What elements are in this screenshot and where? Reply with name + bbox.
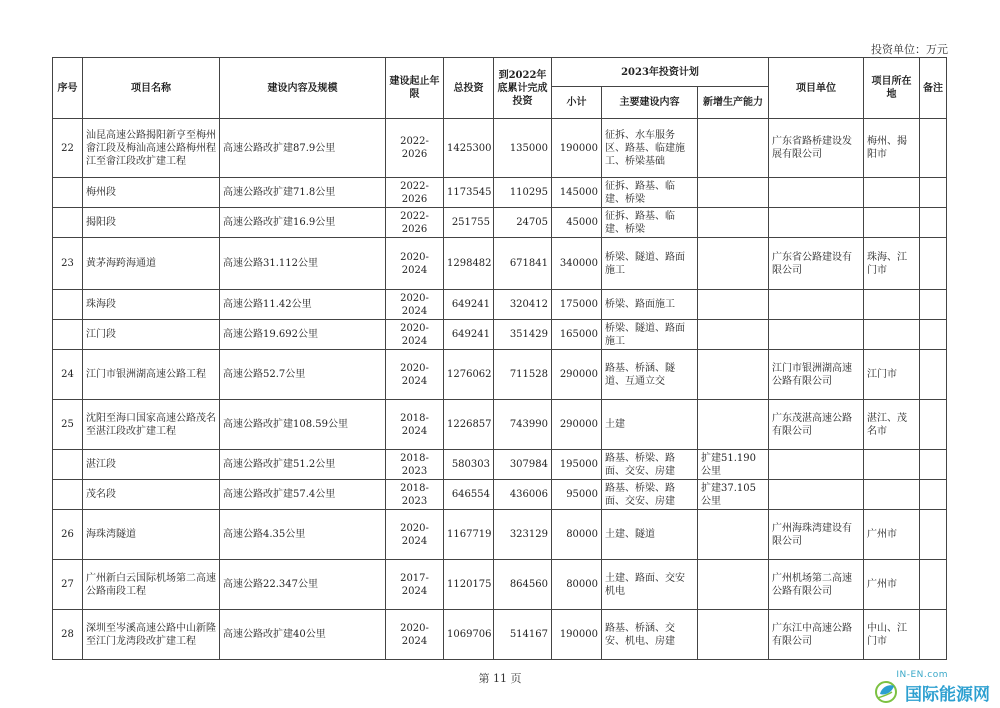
cell-period: 2020-2024 bbox=[386, 290, 444, 320]
cell-main: 路基、桥涵、隧道、互通立交 bbox=[602, 350, 698, 400]
cell-seq bbox=[53, 320, 83, 350]
cell-location bbox=[864, 480, 920, 510]
cell-main: 土建、隧道 bbox=[602, 510, 698, 560]
cell-remark bbox=[920, 320, 947, 350]
cell-completed: 671841 bbox=[494, 238, 552, 290]
cell-seq: 22 bbox=[53, 119, 83, 178]
cell-main: 桥梁、隧道、路面施工 bbox=[602, 238, 698, 290]
cell-capacity bbox=[698, 208, 769, 238]
cell-location: 江门市 bbox=[864, 350, 920, 400]
col-plan2023: 2023年投资计划 bbox=[552, 58, 769, 87]
cell-location bbox=[864, 178, 920, 208]
cell-total: 1226857 bbox=[444, 400, 494, 450]
cell-main: 土建 bbox=[602, 400, 698, 450]
cell-unit: 广东茂湛高速公路有限公司 bbox=[769, 400, 864, 450]
cell-name: 江门市银洲湖高速公路工程 bbox=[83, 350, 220, 400]
col-total: 总投资 bbox=[444, 58, 494, 119]
cell-content: 高速公路改扩建40公里 bbox=[220, 610, 386, 660]
col-completed: 到2022年底累计完成投资 bbox=[494, 58, 552, 119]
cell-content: 高速公路改扩建51.2公里 bbox=[220, 450, 386, 480]
cell-location: 梅州、揭阳市 bbox=[864, 119, 920, 178]
cell-name: 湛江段 bbox=[83, 450, 220, 480]
col-main-content: 主要建设内容 bbox=[602, 87, 698, 119]
cell-period: 2018-2023 bbox=[386, 450, 444, 480]
cell-subtotal: 290000 bbox=[552, 350, 602, 400]
col-new-capacity: 新增生产能力 bbox=[698, 87, 769, 119]
cell-name: 梅州段 bbox=[83, 178, 220, 208]
cell-period: 2018-2023 bbox=[386, 480, 444, 510]
cell-total: 1069706 bbox=[444, 610, 494, 660]
cell-seq: 25 bbox=[53, 400, 83, 450]
cell-completed: 436006 bbox=[494, 480, 552, 510]
col-name: 项目名称 bbox=[83, 58, 220, 119]
cell-main: 征拆、水车服务区、路基、临建施工、桥梁基础 bbox=[602, 119, 698, 178]
cell-location bbox=[864, 450, 920, 480]
cell-capacity bbox=[698, 610, 769, 660]
cell-remark bbox=[920, 208, 947, 238]
cell-period: 2020-2024 bbox=[386, 350, 444, 400]
col-period: 建设起止年限 bbox=[386, 58, 444, 119]
cell-remark bbox=[920, 290, 947, 320]
cell-remark bbox=[920, 560, 947, 610]
cell-location: 湛江、茂名市 bbox=[864, 400, 920, 450]
cell-total: 1276062 bbox=[444, 350, 494, 400]
col-seq: 序号 bbox=[53, 58, 83, 119]
cell-subtotal: 80000 bbox=[552, 510, 602, 560]
cell-main: 桥梁、隧道、路面施工 bbox=[602, 320, 698, 350]
cell-seq bbox=[53, 208, 83, 238]
cell-content: 高速公路31.112公里 bbox=[220, 238, 386, 290]
table-row bbox=[53, 610, 947, 660]
cell-remark bbox=[920, 400, 947, 450]
cell-completed: 864560 bbox=[494, 560, 552, 610]
cell-capacity bbox=[698, 350, 769, 400]
cell-name: 深圳至岑溪高速公路中山新隆至江门龙湾段改扩建工程 bbox=[83, 610, 220, 660]
cell-seq: 28 bbox=[53, 610, 83, 660]
cell-subtotal: 165000 bbox=[552, 320, 602, 350]
cell-name: 汕昆高速公路揭阳新亨至梅州畲江段及梅汕高速公路梅州程江至畲江段改扩建工程 bbox=[83, 119, 220, 178]
cell-location: 中山、江门市 bbox=[864, 610, 920, 660]
cell-remark bbox=[920, 178, 947, 208]
cell-completed: 135000 bbox=[494, 119, 552, 178]
cell-unit bbox=[769, 480, 864, 510]
cell-capacity bbox=[698, 119, 769, 178]
unit-note: 投资单位：万元 bbox=[871, 43, 948, 56]
cell-period: 2018-2024 bbox=[386, 400, 444, 450]
cell-subtotal: 290000 bbox=[552, 400, 602, 450]
cell-completed: 24705 bbox=[494, 208, 552, 238]
cell-completed: 743990 bbox=[494, 400, 552, 450]
cell-period: 2020-2024 bbox=[386, 238, 444, 290]
cell-name: 揭阳段 bbox=[83, 208, 220, 238]
watermark bbox=[842, 670, 992, 704]
page-number: 第 11 页 bbox=[478, 672, 522, 685]
table-row bbox=[53, 400, 947, 450]
cell-capacity: 扩建37.105公里 bbox=[698, 480, 769, 510]
cell-completed: 110295 bbox=[494, 178, 552, 208]
cell-subtotal: 190000 bbox=[552, 610, 602, 660]
cell-unit: 广州海珠湾建设有限公司 bbox=[769, 510, 864, 560]
cell-subtotal: 95000 bbox=[552, 480, 602, 510]
cell-period: 2022-2026 bbox=[386, 119, 444, 178]
cell-remark bbox=[920, 610, 947, 660]
cell-total: 1120175 bbox=[444, 560, 494, 610]
cell-location: 珠海、江门市 bbox=[864, 238, 920, 290]
header-row-1 bbox=[53, 58, 947, 87]
cell-period: 2017-2024 bbox=[386, 560, 444, 610]
cell-remark bbox=[920, 480, 947, 510]
cell-capacity bbox=[698, 560, 769, 610]
table-row bbox=[53, 560, 947, 610]
col-content: 建设内容及规模 bbox=[220, 58, 386, 119]
cell-total: 646554 bbox=[444, 480, 494, 510]
cell-unit bbox=[769, 450, 864, 480]
cell-content: 高速公路19.692公里 bbox=[220, 320, 386, 350]
cell-remark bbox=[920, 510, 947, 560]
cell-main: 路基、桥梁、路面、交安、房建 bbox=[602, 450, 698, 480]
cell-seq bbox=[53, 480, 83, 510]
watermark-name: 国际能源网 bbox=[905, 685, 990, 705]
table-row bbox=[53, 178, 947, 208]
cell-name: 珠海段 bbox=[83, 290, 220, 320]
cell-capacity bbox=[698, 320, 769, 350]
cell-capacity bbox=[698, 510, 769, 560]
cell-content: 高速公路22.347公里 bbox=[220, 560, 386, 610]
cell-total: 1173545 bbox=[444, 178, 494, 208]
cell-period: 2020-2024 bbox=[386, 610, 444, 660]
cell-period: 2022-2026 bbox=[386, 178, 444, 208]
cell-name: 广州新白云国际机场第二高速公路南段工程 bbox=[83, 560, 220, 610]
cell-total: 251755 bbox=[444, 208, 494, 238]
table-row bbox=[53, 290, 947, 320]
cell-main: 征拆、路基、临建、桥梁 bbox=[602, 178, 698, 208]
table-row bbox=[53, 480, 947, 510]
cell-total: 1298482 bbox=[444, 238, 494, 290]
cell-subtotal: 340000 bbox=[552, 238, 602, 290]
cell-unit: 广东省公路建设有限公司 bbox=[769, 238, 864, 290]
cell-capacity bbox=[698, 290, 769, 320]
cell-seq bbox=[53, 178, 83, 208]
cell-location: 广州市 bbox=[864, 560, 920, 610]
cell-remark bbox=[920, 450, 947, 480]
cell-content: 高速公路改扩建57.4公里 bbox=[220, 480, 386, 510]
table-row bbox=[53, 208, 947, 238]
cell-unit bbox=[769, 290, 864, 320]
cell-seq: 23 bbox=[53, 238, 83, 290]
cell-content: 高速公路11.42公里 bbox=[220, 290, 386, 320]
cell-unit bbox=[769, 208, 864, 238]
cell-completed: 711528 bbox=[494, 350, 552, 400]
cell-main: 土建、路面、交安机电 bbox=[602, 560, 698, 610]
cell-completed: 514167 bbox=[494, 610, 552, 660]
cell-seq: 24 bbox=[53, 350, 83, 400]
cell-main: 路基、桥涵、交安、机电、房建 bbox=[602, 610, 698, 660]
cell-main: 征拆、路基、临建、桥梁 bbox=[602, 208, 698, 238]
cell-completed: 307984 bbox=[494, 450, 552, 480]
cell-seq: 26 bbox=[53, 510, 83, 560]
cell-content: 高速公路改扩建71.8公里 bbox=[220, 178, 386, 208]
cell-capacity bbox=[698, 178, 769, 208]
cell-unit bbox=[769, 320, 864, 350]
cell-total: 1425300 bbox=[444, 119, 494, 178]
cell-name: 黄茅海跨海通道 bbox=[83, 238, 220, 290]
cell-subtotal: 190000 bbox=[552, 119, 602, 178]
cell-total: 580303 bbox=[444, 450, 494, 480]
cell-remark bbox=[920, 238, 947, 290]
table-row bbox=[53, 238, 947, 290]
cell-name: 海珠湾隧道 bbox=[83, 510, 220, 560]
cell-content: 高速公路改扩建108.59公里 bbox=[220, 400, 386, 450]
cell-subtotal: 80000 bbox=[552, 560, 602, 610]
cell-name: 沈阳至海口国家高速公路茂名至湛江段改扩建工程 bbox=[83, 400, 220, 450]
col-remark: 备注 bbox=[920, 58, 947, 119]
col-location: 项目所在地 bbox=[864, 58, 920, 119]
cell-unit: 广东江中高速公路有限公司 bbox=[769, 610, 864, 660]
cell-content: 高速公路4.35公里 bbox=[220, 510, 386, 560]
table-row bbox=[53, 320, 947, 350]
cell-completed: 320412 bbox=[494, 290, 552, 320]
table-row bbox=[53, 510, 947, 560]
cell-location bbox=[864, 290, 920, 320]
table-row bbox=[53, 119, 947, 178]
table-row bbox=[53, 350, 947, 400]
cell-total: 649241 bbox=[444, 290, 494, 320]
cell-period: 2020-2024 bbox=[386, 510, 444, 560]
cell-unit: 广州机场第二高速公路有限公司 bbox=[769, 560, 864, 610]
cell-completed: 323129 bbox=[494, 510, 552, 560]
cell-location: 广州市 bbox=[864, 510, 920, 560]
col-subtotal: 小计 bbox=[552, 87, 602, 119]
cell-subtotal: 195000 bbox=[552, 450, 602, 480]
cell-total: 649241 bbox=[444, 320, 494, 350]
cell-name: 茂名段 bbox=[83, 480, 220, 510]
cell-main: 路基、桥梁、路面、交安、房建 bbox=[602, 480, 698, 510]
cell-remark bbox=[920, 350, 947, 400]
cell-location bbox=[864, 208, 920, 238]
cell-capacity: 扩建51.190公里 bbox=[698, 450, 769, 480]
cell-seq: 27 bbox=[53, 560, 83, 610]
cell-total: 1167719 bbox=[444, 510, 494, 560]
cell-content: 高速公路52.7公里 bbox=[220, 350, 386, 400]
cell-name: 江门段 bbox=[83, 320, 220, 350]
cell-main: 桥梁、路面施工 bbox=[602, 290, 698, 320]
cell-subtotal: 145000 bbox=[552, 178, 602, 208]
cell-subtotal: 45000 bbox=[552, 208, 602, 238]
cell-subtotal: 175000 bbox=[552, 290, 602, 320]
cell-location bbox=[864, 320, 920, 350]
cell-seq bbox=[53, 450, 83, 480]
investment-table bbox=[52, 57, 947, 660]
leaf-logo-icon bbox=[872, 678, 900, 708]
cell-capacity bbox=[698, 400, 769, 450]
cell-unit bbox=[769, 178, 864, 208]
cell-period: 2020-2024 bbox=[386, 320, 444, 350]
cell-unit: 江门市银洲湖高速公路有限公司 bbox=[769, 350, 864, 400]
cell-completed: 351429 bbox=[494, 320, 552, 350]
watermark-site: IN-EN.com bbox=[896, 670, 948, 680]
cell-period: 2022-2026 bbox=[386, 208, 444, 238]
cell-content: 高速公路改扩建16.9公里 bbox=[220, 208, 386, 238]
table-row bbox=[53, 450, 947, 480]
cell-unit: 广东省路桥建设发展有限公司 bbox=[769, 119, 864, 178]
col-unit: 项目单位 bbox=[769, 58, 864, 119]
cell-seq bbox=[53, 290, 83, 320]
cell-remark bbox=[920, 119, 947, 178]
cell-content: 高速公路改扩建87.9公里 bbox=[220, 119, 386, 178]
cell-capacity bbox=[698, 238, 769, 290]
